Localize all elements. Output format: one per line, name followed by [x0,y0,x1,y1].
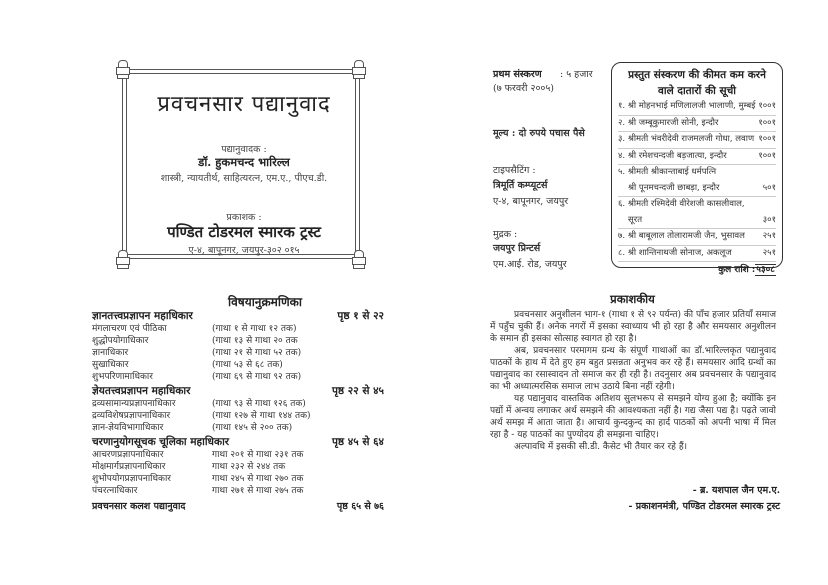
donor-heading-1: प्रस्तुत संस्करण की कीमत कम करने [628,69,766,81]
donor-row: २. श्री जम्बूकुमारजी सोनी, इन्दौर १००१ [618,116,776,133]
toc-title: विषयानुक्रमणिका [228,295,302,309]
toc-item: द्रव्यविशेषप्रज्ञापनाधिकार (गाथा १२७ से गाथा १४४ तक) [92,411,311,421]
foreword-paragraph: प्रवचनसार अनुशीलन भाग-१ (गाथा १ से ९२ पर्यन्त) की पाँच हजार प्रतियाँ समाज में पहुँच चुकी हैं। अनेक नगरों में इसका स्वाध्याय भी हो रहा है और समयसार अनुशीलन के समान ही इसका सोत्साह स्वागत हो रहा है। [490,310,776,344]
foreword-paragraph: अल्पावधि में इसकी सी.डी. कैसेट भी तैयार कर रहे हैं। [514,442,688,452]
toc-item: ज्ञानाधिकार (गाथा २१ से गाथा ५२ तक) [92,348,302,358]
edition-value: : ५ हजार [560,69,593,80]
toc-section-heading: ज्ञानतत्त्वप्रज्ञापन महाधिकार पृष्ठ १ से २२ [92,310,384,322]
donor-row: ५. श्रीमती श्रीकान्ताबाई धर्मपत्नि [618,167,717,177]
typesetter-name: त्रिमूर्ति कम्प्यूटर्स [493,180,548,191]
toc-section-heading: चरणानुयोगसूचक चूलिका महाधिकार पृष्ठ ४५ से ६४ [92,436,384,448]
donor-row: श्री पूनमचन्दजी छाबड़ा, इन्दौर ५०१ [618,181,776,198]
foreword-title: प्रकाशकीय [610,292,655,306]
translator-name: डॉ. हुकमचन्द भारिल्ल [198,155,290,169]
toc-item: सुखाधिकार (गाथा ५३ से ६८ तक) [92,360,283,370]
translator-degrees: शास्त्री, न्यायतीर्थ, साहित्यरत्न, एम.ए., पीएच.डी. [160,173,328,184]
donor-total: कुल राशि :५३०८ [718,265,775,275]
donor-heading-2: वाले दातारों की सूची [658,85,736,97]
translator-label: पद्यानुवादक : [221,144,267,155]
donor-list-box [611,62,783,275]
foreword-paragraph: अब, प्रवचनसार परमागम ग्रन्थ के संपूर्ण गाथाओं का डॉ.भारिल्लकृत पद्यानुवाद पाठकों के हाथ में देते हुए हम बहुत प्रसन्नता अनुभव कर रहे हैं। समयसार आदि ग्रन्थों का पद्यानुवाद का रसास्वादन तो समाज कर ही रही है। तदनुसार अब प्रवचनसार के पद्यानुवाद का भी अध्यात्मरसिक समाज लाभ उठाये बिना नहीं रहेगी। [490,346,776,392]
toc-item: शुभपरिणामाधिकार (गाथा ६९ से गाथा ९२ तक) [92,372,302,382]
pillar-ornament-icon [115,60,129,78]
toc-item: शुद्धोपयोगाधिकार (गाथा १३ से गाथा २० तक [92,336,298,346]
donor-row: ७. श्री बाबूलाल तोलारामजी जैन, भुसावल २५१ [618,229,776,246]
toc-item: मंगलाचरण एवं पीठिका (गाथा १ से गाथा १२ तक) [92,324,297,334]
edition-date: (७ फरवरी २००५) [493,83,554,94]
price: मूल्य : दो रुपये पचास पैसे [493,128,585,139]
toc-item: शुभोपयोगप्रज्ञापनाधिकार गाथा २४५ से गाथा २७० तक [92,474,304,484]
donor-row: सूरत ३०१ [618,213,776,230]
toc-item: मोक्षमार्गप्रज्ञापनाधिकार गाथा २३२ से २४४ तक [92,462,286,472]
foreword-paragraph: यह पद्यानुवाद वास्तविक अतिशय सुलभरूप से समझने योग्य हुआ है; क्योंकि इन पद्यों में अन्वय लगाकर अर्थ समझने की आवश्यकता नहीं है। गद्य जैसा पद्य है। पढ़ते जावो अर्थ समझ में आता जाता है। आचार्य कुन्दकुन्द का हार्द पाठकों को अपनी भाषा में मिल रहा है - यह पाठकों का पुण्योदय ही समझना चाहिए। [490,394,776,440]
publisher-address: ए-४, बापूनगर, जयपुर-३०२ ०१५ [188,245,300,256]
toc-item: पंचरत्नाधिकार गाथा २७१ से गाथा २७५ तक [92,486,304,496]
printer-address: एम.आई. रोड, जयपुर [493,259,567,270]
donor-row: १. श्री मोहनभाई मणिलालजी भालाणी, मुम्बई १००१ [618,99,776,116]
donor-row: ३. श्रीमती भंवरीदेवी राजमलजी गोधा, लवाण १००१ [618,132,776,149]
publisher-name: पण्डित टोडरमल स्मारक ट्रस्ट [167,223,321,241]
typesetter-address: ए-४, बापूनगर, जयपुर [493,196,569,207]
toc-item: आचरणप्रज्ञापनाधिकार गाथा २०१ से गाथा २३१ तक [92,450,304,460]
donor-row: ६. श्रीमती रश्मिदेवी वीरेशजी कासलीवाल, [618,199,745,209]
signature-designation: - प्रकाशनमंत्री, पण्डित टोडरमल स्मारक ट्रस्ट [628,501,780,512]
edition-label: प्रथम संस्करण [493,69,542,80]
publisher-label: प्रकाशक : [226,212,262,223]
foreword-body [490,309,776,453]
pillar-ornament-icon [351,60,365,78]
signature-author: - ब्र. यशपाल जैन एम.ए. [692,485,780,496]
typesetting-label: टाइपसैटिंग : [493,165,536,176]
printer-label: मुद्रक : [493,229,518,240]
toc-final-entry: प्रवचनसार कलश पद्यानुवाद पृष्ठ ६५ से ७६ [92,501,384,512]
toc-section-heading: ज्ञेयतत्त्वप्रज्ञापन महाधिकार पृष्ठ २२ से ४५ [92,385,384,397]
printer-name: जयपुर प्रिन्टर्स [493,243,541,254]
toc-item: ज्ञान-ज्ञेयविभागाधिकार (गाथा १४५ से २०० तक) [92,423,293,433]
donor-row: ४. श्री रमेशचन्दजी बड़जात्या, इन्दौर १००१ [618,149,776,166]
donor-row: ८. श्री शान्तिनाथजी सोनाज, अकलूज २५१ [618,246,776,263]
toc-item: द्रव्यसामान्यप्रज्ञापनाधिकार (गाथा ९३ से गाथा १२६ तक) [92,399,306,409]
book-title: प्रवचनसार पद्यानुवाद [157,92,331,117]
